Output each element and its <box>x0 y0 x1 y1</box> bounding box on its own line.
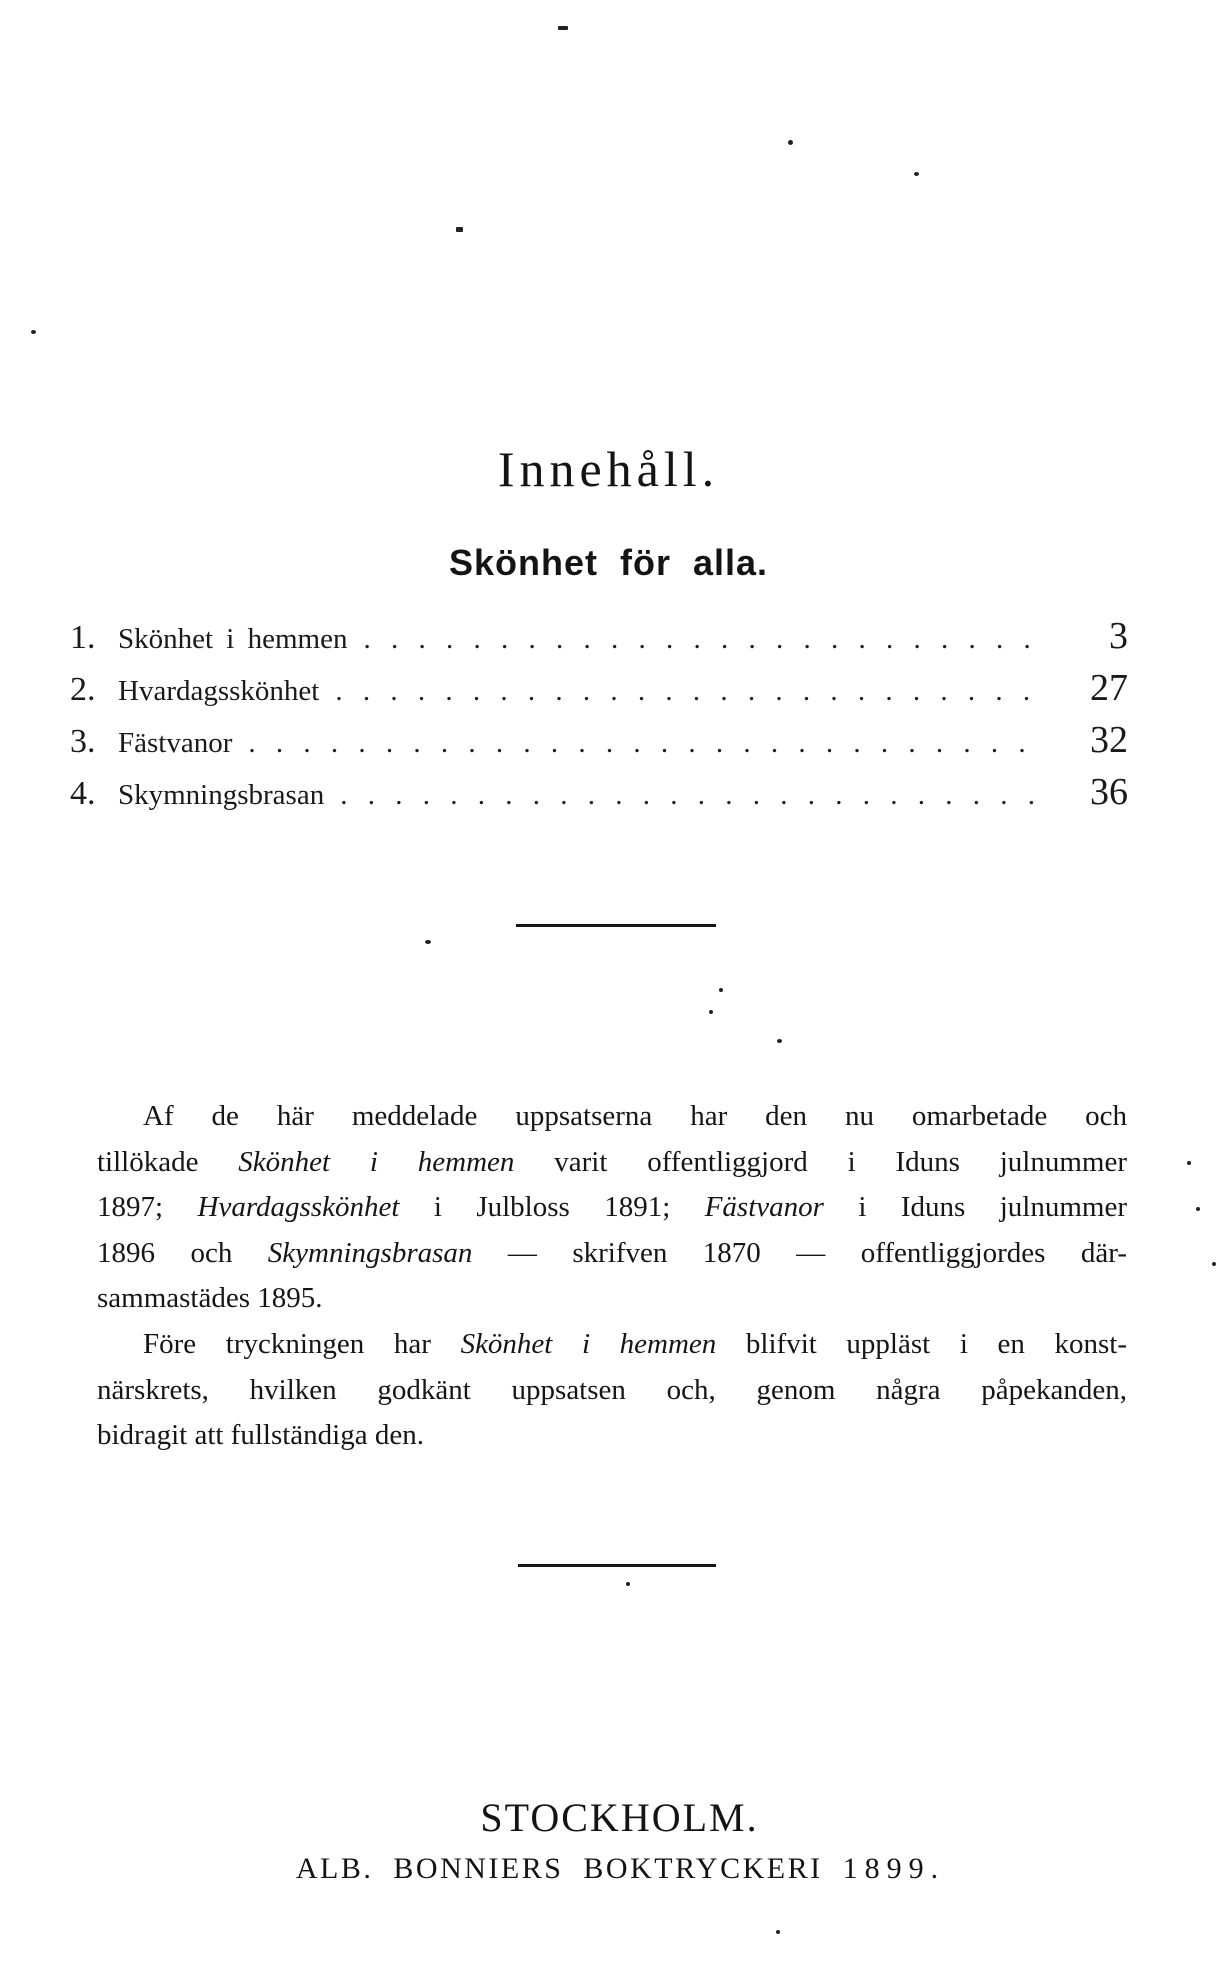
body-line <box>97 1276 1127 1322</box>
toc-entry-title: Hvardagsskönhet <box>118 675 320 707</box>
section-subtitle: Skönhet för alla. <box>448 542 769 583</box>
table-of-contents <box>70 614 1128 822</box>
body-text-segment: bidragit att fullständiga den. <box>97 1419 424 1452</box>
scan-speck <box>558 26 568 30</box>
body-text <box>97 1094 1127 1459</box>
scan-speck <box>1187 1161 1191 1165</box>
scan-speck <box>1212 1262 1216 1266</box>
body-text-segment: 1897; <box>97 1191 198 1224</box>
imprint-city: STOCKHOLM. <box>480 1795 759 1840</box>
scan-speck <box>914 172 919 176</box>
body-line <box>97 1231 1127 1277</box>
imprint-printer-name: ALB. BONNIERS BOKTRYCKERI <box>295 1852 823 1885</box>
body-line <box>97 1185 1127 1231</box>
toc-dot-leader <box>347 623 1044 656</box>
body-text-segment: Före tryckningen har <box>143 1327 461 1360</box>
toc-entry <box>70 718 1128 770</box>
toc-dot-leader <box>232 727 1044 760</box>
body-text-segment: Af de här meddelade uppsatserna har den nu omarbetade och <box>143 1100 1127 1132</box>
scan-speck <box>456 227 463 232</box>
body-text-segment: sammastädes 1895. <box>97 1282 323 1315</box>
toc-entry-number: 2. <box>70 671 96 708</box>
horizontal-rule <box>518 1564 716 1567</box>
imprint-year: 1899. <box>842 1852 946 1885</box>
toc-entry-title: Fästvanor <box>118 727 233 759</box>
scan-speck <box>788 140 793 145</box>
body-text-segment-italic: Skymningsbrasan <box>267 1236 473 1269</box>
toc-entry <box>70 666 1128 718</box>
scan-speck <box>425 940 431 944</box>
toc-entry-number: 1. <box>70 619 96 656</box>
toc-entry-number: 4. <box>70 775 96 812</box>
body-line <box>97 1368 1127 1414</box>
toc-entry-number: 3. <box>70 723 96 760</box>
body-line <box>97 1140 1127 1186</box>
body-text-segment: närskrets, hvilken godkänt uppsatsen och, genom några påpekanden, <box>97 1373 1127 1406</box>
page-title: Innehåll. <box>497 441 720 497</box>
scan-speck <box>709 1010 713 1014</box>
toc-dot-leader <box>324 779 1044 812</box>
body-line <box>97 1322 1127 1368</box>
toc-entry-title: Skönhet i hemmen <box>118 623 348 655</box>
body-text-segment: i Julbloss 1891; <box>399 1191 705 1224</box>
body-text-segment: i Iduns julnummer <box>823 1191 1127 1224</box>
body-text-segment-italic: Hvardagsskönhet <box>197 1191 400 1224</box>
imprint-printer <box>12 1852 1217 1886</box>
scan-speck <box>626 1582 630 1586</box>
body-line <box>97 1413 1127 1459</box>
body-text-segment: tillökade <box>97 1145 239 1178</box>
horizontal-rule <box>516 924 716 927</box>
body-text-segment-italic: Skönhet i hemmen <box>460 1327 717 1360</box>
body-text-segment: blifvit uppläst i en konst- <box>716 1327 1127 1360</box>
toc-entry-page: 27 <box>1090 667 1128 709</box>
scan-speck <box>776 1930 780 1934</box>
scan-speck <box>1196 1207 1200 1211</box>
body-text-segment-italic: Fästvanor <box>704 1191 824 1224</box>
toc-dot-leader <box>319 675 1044 708</box>
body-text-segment: 1896 och <box>97 1236 268 1269</box>
toc-entry <box>70 770 1128 822</box>
body-text-segment: — skrifven 1870 — offentliggjordes där- <box>472 1236 1127 1269</box>
toc-entry-page: 32 <box>1090 719 1128 761</box>
toc-entry-page: 36 <box>1090 771 1128 813</box>
body-line <box>97 1094 1127 1140</box>
scan-speck <box>719 988 723 992</box>
body-text-segment-italic: Skönhet i hemmen <box>238 1145 515 1178</box>
toc-entry <box>70 614 1128 666</box>
toc-entry-page: 3 <box>1109 615 1128 657</box>
toc-entry-title: Skymningsbrasan <box>118 779 325 811</box>
scan-speck <box>777 1039 782 1043</box>
body-text-segment: varit offentliggjord i Iduns julnummer <box>514 1145 1127 1178</box>
scan-speck <box>31 330 36 334</box>
